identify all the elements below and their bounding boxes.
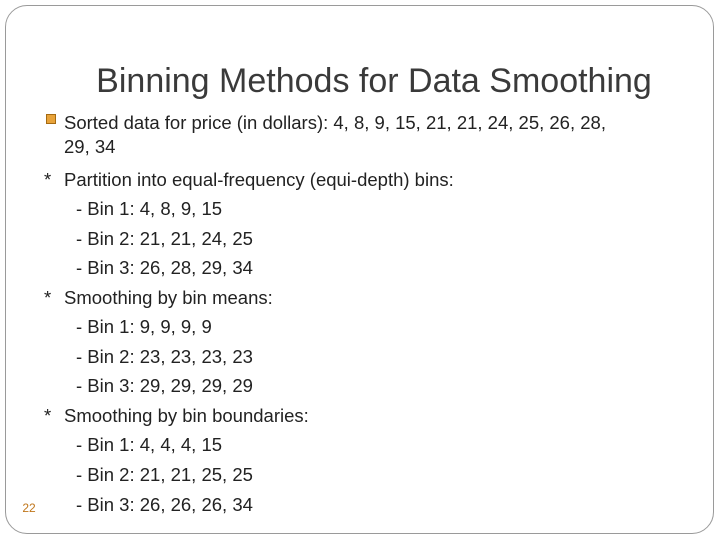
page-number: 22 <box>14 497 44 519</box>
list-item: - Bin 3: 26, 26, 26, 34 <box>76 494 253 515</box>
list-item: - Bin 3: 29, 29, 29, 29 <box>76 375 253 396</box>
star-marker: * <box>44 287 52 308</box>
list-item: - Bin 1: 4, 8, 9, 15 <box>76 198 223 219</box>
list-item: - Bin 2: 21, 21, 25, 25 <box>76 464 253 485</box>
list-item: Smoothing by bin means: <box>64 287 273 308</box>
list-item: Partition into equal-frequency (equi-depth) bins: <box>64 169 454 190</box>
list-item: Smoothing by bin boundaries: <box>64 405 309 426</box>
list-item: - Bin 3: 26, 28, 29, 34 <box>76 257 253 278</box>
star-marker: * <box>44 405 52 426</box>
list-item: - Bin 1: 9, 9, 9, 9 <box>76 316 212 337</box>
bullet-text-line-1: Sorted data for price (in dollars): 4, 8, 9, 15, 21, 21, 24, 25, 26, 28, <box>64 112 606 133</box>
list-item: - Bin 2: 23, 23, 23, 23 <box>76 346 253 367</box>
list-item: - Bin 1: 4, 4, 4, 15 <box>76 434 223 455</box>
star-marker: * <box>44 169 52 190</box>
list-item: - Bin 2: 21, 21, 24, 25 <box>76 228 253 249</box>
slide-title: Binning Methods for Data Smoothing <box>96 62 652 100</box>
bullet-text-line-2: 29, 34 <box>64 136 116 157</box>
bullet-icon <box>46 114 56 124</box>
